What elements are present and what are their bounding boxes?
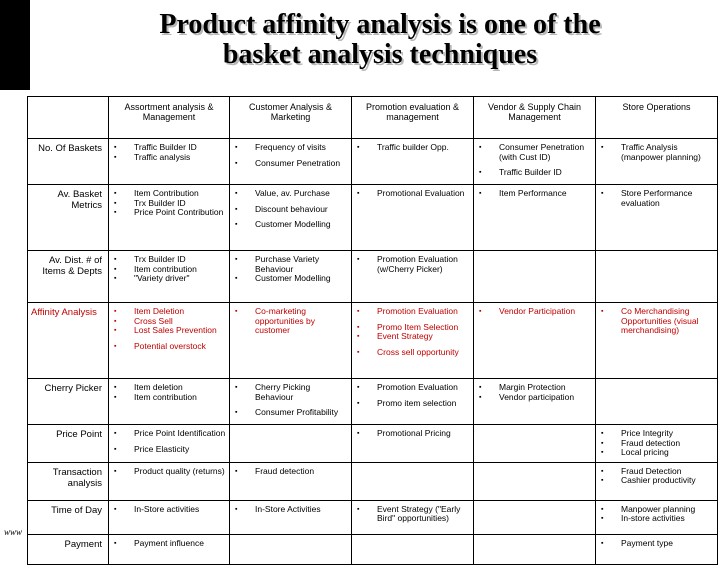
row-header: Av. Basket Metrics <box>28 185 109 251</box>
bullet-list <box>355 307 470 357</box>
bullet-item: ▪ Promo Item Selection <box>355 323 470 333</box>
table-cell <box>596 139 718 185</box>
table-cell <box>230 425 352 463</box>
bullet-item: ▪ Product quality (returns) <box>112 467 226 477</box>
table-cell <box>596 303 718 379</box>
bullet-list <box>355 383 470 408</box>
row-header: Price Point <box>28 425 109 463</box>
bullet-list <box>112 383 226 402</box>
row-header: Affinity Analysis <box>28 303 109 379</box>
column-header: Store Operations <box>596 97 718 139</box>
bullet-item: ▪ Promo item selection <box>355 399 470 409</box>
bullet-list <box>233 383 348 418</box>
bullet-list <box>355 143 470 153</box>
bullet-item: ▪ Traffic builder Opp. <box>355 143 470 153</box>
table-cell <box>474 251 596 303</box>
bullet-list <box>355 189 470 199</box>
bullet-item: ▪ Item contribution <box>112 393 226 403</box>
basket-analysis-table <box>27 96 718 565</box>
bullet-list <box>477 189 592 199</box>
column-header: Vendor & Supply Chain Management <box>474 97 596 139</box>
bullet-item: ▪ In-Store Activities <box>233 505 348 515</box>
bullet-item: ▪ Item Deletion <box>112 307 226 317</box>
table-row <box>28 251 718 303</box>
bullet-list <box>599 505 714 524</box>
bullet-item: ▪ Manpower planning <box>599 505 714 515</box>
table-cell <box>352 251 474 303</box>
black-accent-bar <box>0 0 30 90</box>
bullet-item: ▪ Discount behaviour <box>233 205 348 215</box>
bullet-list <box>599 429 714 458</box>
bullet-item: ▪ Frequency of visits <box>233 143 348 153</box>
bullet-list <box>233 143 348 168</box>
row-header: Payment <box>28 534 109 564</box>
column-header: Assortment analysis & Management <box>109 97 230 139</box>
row-header: Transaction analysis <box>28 462 109 500</box>
table-cell <box>596 185 718 251</box>
bullet-item: ▪ Cross Sell <box>112 317 226 327</box>
bullet-item: ▪ Value, av. Purchase <box>233 189 348 199</box>
bullet-item: ▪ Cherry Picking Behaviour <box>233 383 348 402</box>
slide-title-line-2: basket analysis techniques <box>222 39 538 70</box>
bullet-list <box>477 383 592 402</box>
row-header: Cherry Picker <box>28 379 109 425</box>
bullet-list <box>112 143 226 162</box>
row-header: Time of Day <box>28 500 109 534</box>
bullet-item: ▪ Payment influence <box>112 539 226 549</box>
table-cell <box>596 379 718 425</box>
bullet-list <box>599 539 714 549</box>
bullet-item: ▪ Item contribution <box>112 265 226 275</box>
bullet-item: ▪ Margin Protection <box>477 383 592 393</box>
table-cell <box>474 500 596 534</box>
bullet-item: ▪ Cross sell opportunity <box>355 348 470 358</box>
bullet-list <box>112 467 226 477</box>
bullet-item: ▪ Store Performance evaluation <box>599 189 714 208</box>
bullet-item: ▪ Promotion Evaluation <box>355 383 470 393</box>
bullet-item: ▪ Fraud detection <box>599 439 714 449</box>
table-cell <box>352 534 474 564</box>
table-cell <box>109 534 230 564</box>
table-cell <box>352 303 474 379</box>
table-cell <box>109 425 230 463</box>
table-cell <box>352 185 474 251</box>
table-cell <box>230 462 352 500</box>
bullet-list <box>233 467 348 477</box>
table-cell <box>230 185 352 251</box>
table-cell <box>352 379 474 425</box>
table-cell <box>596 425 718 463</box>
table-row <box>28 139 718 185</box>
bullet-item: ▪ Purchase Variety Behaviour <box>233 255 348 274</box>
bullet-item: ▪ Payment type <box>599 539 714 549</box>
bullet-list <box>599 189 714 208</box>
bullet-list <box>355 429 470 439</box>
row-header: Av. Dist. # of Items & Depts <box>28 251 109 303</box>
bullet-item: ▪ Customer Modelling <box>233 274 348 284</box>
table-cell <box>596 534 718 564</box>
table-cell <box>230 251 352 303</box>
table-cell <box>109 251 230 303</box>
column-header: Promotion evaluation & management <box>352 97 474 139</box>
table-cell <box>230 379 352 425</box>
bullet-item: ▪ Traffic Analysis (manpower planning) <box>599 143 714 162</box>
bullet-item: ▪ Trx Builder ID <box>112 255 226 265</box>
table-cell <box>474 425 596 463</box>
bullet-list <box>477 307 592 317</box>
bullet-list <box>112 307 226 351</box>
table-cell <box>109 379 230 425</box>
slide-title-line-1: Product affinity analysis is one of the <box>159 9 601 40</box>
column-header: Customer Analysis & Marketing <box>230 97 352 139</box>
bullet-item: ▪ In-Store activities <box>112 505 226 515</box>
table-cell <box>230 534 352 564</box>
bullet-item: ▪ Fraud Detection <box>599 467 714 477</box>
bullet-list <box>112 539 226 549</box>
row-header: No. Of Baskets <box>28 139 109 185</box>
bullet-item: ▪ Traffic analysis <box>112 153 226 163</box>
bullet-item: ▪ Price Elasticity <box>112 445 226 455</box>
bullet-item: ▪ In-store activities <box>599 514 714 524</box>
bullet-list <box>477 143 592 178</box>
slide-title <box>40 10 720 70</box>
table-cell <box>109 139 230 185</box>
table-row <box>28 185 718 251</box>
table-cell <box>596 500 718 534</box>
table-cell <box>230 139 352 185</box>
table-row <box>28 500 718 534</box>
bullet-item: ▪ Vendor participation <box>477 393 592 403</box>
bullet-item: ▪ Co-marketing opportunities by customer <box>233 307 348 336</box>
bullet-item: ▪ Fraud detection <box>233 467 348 477</box>
table-cell <box>352 425 474 463</box>
bullet-list <box>233 255 348 284</box>
table-cell <box>109 303 230 379</box>
bullet-item: ▪ Item deletion <box>112 383 226 393</box>
table-row <box>28 534 718 564</box>
bullet-item: ▪ Cashier productivity <box>599 476 714 486</box>
bullet-list <box>233 307 348 336</box>
bullet-item: ▪ Promotion Evaluation <box>355 307 470 317</box>
bullet-list <box>599 307 714 336</box>
bullet-item: ▪ Customer Modelling <box>233 220 348 230</box>
bullet-list <box>112 189 226 218</box>
table-cell <box>352 500 474 534</box>
bullet-item: ▪ Traffic Builder ID <box>477 168 592 178</box>
bullet-item: ▪ Local pricing <box>599 448 714 458</box>
bullet-item: ▪ Traffic Builder ID <box>112 143 226 153</box>
table-cell <box>596 251 718 303</box>
table-cell <box>474 139 596 185</box>
bullet-item: ▪ Item Performance <box>477 189 592 199</box>
corner-cell <box>28 97 109 139</box>
table-row <box>28 462 718 500</box>
table-header-row <box>28 97 718 139</box>
bullet-item: ▪ Trx Builder ID <box>112 199 226 209</box>
table-cell <box>596 462 718 500</box>
bullet-list <box>112 429 226 454</box>
table-row <box>28 303 718 379</box>
bullet-list <box>233 189 348 230</box>
footer-url: www <box>4 527 23 537</box>
bullet-item: ▪ Event Strategy <box>355 332 470 342</box>
table-cell <box>109 462 230 500</box>
bullet-list <box>233 505 348 515</box>
bullet-list <box>599 143 714 162</box>
bullet-list <box>112 255 226 284</box>
bullet-item: ▪ Co Merchandising Opportunities (visual merchandising) <box>599 307 714 336</box>
bullet-list <box>112 505 226 515</box>
table-cell <box>230 303 352 379</box>
bullet-item: ▪ Price Point Contribution <box>112 208 226 218</box>
table-cell <box>474 534 596 564</box>
bullet-item: ▪ Consumer Penetration <box>233 159 348 169</box>
bullet-item: ▪ Consumer Penetration (with Cust ID) <box>477 143 592 162</box>
bullet-item: ▪ Item Contribution <box>112 189 226 199</box>
table-cell <box>474 462 596 500</box>
bullet-item: ▪ Consumer Profitability <box>233 408 348 418</box>
bullet-item: ▪ Price Point Identification <box>112 429 226 439</box>
bullet-list <box>355 255 470 274</box>
bullet-item: ▪ Promotional Pricing <box>355 429 470 439</box>
table-cell <box>109 185 230 251</box>
table-cell <box>474 379 596 425</box>
bullet-item: ▪ "Variety driver" <box>112 274 226 284</box>
table-row <box>28 425 718 463</box>
bullet-item: ▪ Promotional Evaluation <box>355 189 470 199</box>
table-row <box>28 379 718 425</box>
table-cell <box>109 500 230 534</box>
bullet-item: ▪ Promotion Evaluation (w/Cherry Picker) <box>355 255 470 274</box>
table-cell <box>352 462 474 500</box>
table-cell <box>474 303 596 379</box>
bullet-item: ▪ Potential overstock <box>112 342 226 352</box>
bullet-item: ▪ Price Integrity <box>599 429 714 439</box>
bullet-list <box>599 467 714 486</box>
bullet-item: ▪ Event Strategy ("Early Bird" opportunities) <box>355 505 470 524</box>
bullet-item: ▪ Vendor Participation <box>477 307 592 317</box>
table-cell <box>352 139 474 185</box>
table-cell <box>474 185 596 251</box>
bullet-list <box>355 505 470 524</box>
table-cell <box>230 500 352 534</box>
bullet-item: ▪ Lost Sales Prevention <box>112 326 226 336</box>
